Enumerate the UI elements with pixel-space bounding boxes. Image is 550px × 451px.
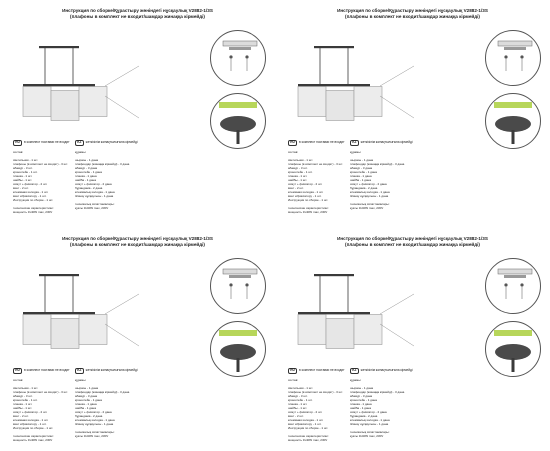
lamp-illustration <box>5 26 145 138</box>
detail-circle-mount <box>210 258 266 314</box>
kz-line: шырағы - 1 дана <box>350 158 374 162</box>
canopy-icon <box>495 116 531 132</box>
ru-line: винт к/фиксатору - 1 шт. <box>288 422 322 426</box>
ru-line: кронштейн - 1 шт. <box>288 398 313 402</box>
kz-line: хомут + фиксатор - 2 дана <box>350 410 387 414</box>
legend-ru-badge: RU <box>13 140 22 146</box>
ru-line: светильник - 1 шт. <box>288 158 314 162</box>
legend-kz <box>350 368 413 374</box>
legend-ru <box>288 368 345 374</box>
kz-line: планка - 1 дана <box>75 402 97 406</box>
kz-line: кронштейн - 1 дана <box>75 398 102 402</box>
kz-line: техникалық сипаттамалары: <box>350 202 390 206</box>
legend-ru-badge: RU <box>13 368 22 374</box>
kz-line: кронштейн - 1 дана <box>350 170 377 174</box>
kz-line: құрамы: <box>350 150 362 154</box>
ru-line: светильник - 1 шт. <box>288 386 314 390</box>
lamp-shade-right <box>79 315 107 345</box>
lamp-frame <box>23 84 95 86</box>
lamp-frame <box>298 84 370 86</box>
ru-line: винт - 2 шт. <box>13 186 29 190</box>
ru-column <box>13 150 68 214</box>
detail-circle-assembly <box>210 93 266 149</box>
kz-line: клеммалық колодка - 1 дана <box>75 190 115 194</box>
kz-line: хомут + фиксатор - 2 дана <box>75 410 112 414</box>
legend-kz <box>75 368 138 374</box>
ru-line: технические характеристики: <box>13 206 54 210</box>
kz-line: плафондар (жинаққа кірмейді) - 3 дана <box>350 390 405 394</box>
legend-kz-badge: KZ <box>75 140 84 146</box>
legend-ru-text: в комплект поставки не входит <box>23 140 70 144</box>
instruction-sheet <box>5 8 270 223</box>
kz-line: абажур - 3 дана <box>75 394 98 398</box>
instruction-sheet <box>280 236 545 451</box>
sheet-header <box>280 8 545 19</box>
ru-line: винт к/фиксатору - 1 шт. <box>13 194 47 198</box>
kz-line: абажур - 3 дана <box>350 166 373 170</box>
lamp-shade-middle <box>51 319 79 349</box>
ru-line: абажур - 3 шт. <box>13 394 33 398</box>
canopy-icon <box>220 344 256 360</box>
ceiling-bar <box>39 274 79 276</box>
ru-line: Инструкция по сборке - 1 шт. <box>288 426 329 430</box>
kz-line: Жинау нұсқаулығы - 1 дана <box>75 422 114 426</box>
pointer-line-1 <box>380 66 414 86</box>
ru-line: шайбы - 1 шт. <box>288 178 308 182</box>
ru-line: планка - 1 шт. <box>13 402 33 406</box>
assembly-arrow <box>494 330 532 336</box>
kz-line: қуаты 3x40W max, 230V <box>75 434 109 438</box>
lamp-shade-left <box>23 87 51 117</box>
kz-line: клеммалық колодка - 1 дана <box>350 418 390 422</box>
detail-circle-mount <box>485 258 541 314</box>
sheet-header <box>5 236 270 247</box>
ru-line: светильник - 1 шт. <box>13 386 39 390</box>
kz-line: бұрандама - 2 дана <box>350 186 378 190</box>
kz-line: Жинау нұсқаулығы - 1 дана <box>350 194 389 198</box>
ru-line: клеммная колодка - 1 шт. <box>13 418 49 422</box>
lamp-shade-right <box>354 315 382 345</box>
kz-line: қуаты 3x40W max, 230V <box>350 434 384 438</box>
kz-column <box>75 150 129 210</box>
legend-kz-badge: KZ <box>75 368 84 374</box>
ru-line: хомут + фиксатор - 2 шт. <box>13 182 48 186</box>
ru-line: Инструкция по сборке - 1 шт. <box>13 426 54 430</box>
screw-icon <box>504 55 507 58</box>
ru-line: хомут + фиксатор - 2 шт. <box>288 182 323 186</box>
ru-column <box>288 150 343 214</box>
ru-line: кронштейн - 1 шт. <box>13 170 38 174</box>
ru-line: технические характеристики: <box>288 206 329 210</box>
legend-kz-text: жеткізілім жинақтылығына кірмейді <box>85 140 138 144</box>
ru-line: кронштейн - 1 шт. <box>13 398 38 402</box>
kz-line: шайба - 1 дана <box>75 178 96 182</box>
kz-line: бұрандама - 2 дана <box>350 414 378 418</box>
lamp-shade-left <box>298 315 326 345</box>
ru-line: плафоны (в комплект не входят) - 3 шт. <box>288 162 343 166</box>
ru-line: состав: <box>288 150 299 154</box>
ru-line: винт - 2 шт. <box>288 414 304 418</box>
kz-line: бұрандама - 2 дана <box>75 186 103 190</box>
ru-line: технические характеристики: <box>288 434 329 438</box>
kz-line: планка - 1 дана <box>350 402 372 406</box>
ru-line: плафоны (в комплект не входят) - 3 шт. <box>13 390 68 394</box>
kz-line: техникалық сипаттамалары: <box>350 430 390 434</box>
assembly-arrow <box>219 330 257 336</box>
header-subtitle: (плафоны в комплект не входит/шамдар жинаққа кірмейді) <box>345 241 480 247</box>
detail-circle-mount <box>485 30 541 86</box>
lamp-shade-middle <box>51 91 79 121</box>
mount-bracket <box>229 275 251 278</box>
kz-line: қуаты 3x40W max, 230V <box>350 206 384 210</box>
kz-line: плафондар (жинаққа кірмейді) - 3 дана <box>75 390 130 394</box>
ru-line: мощность 3x40W max, 230V <box>288 210 328 214</box>
assembly-arrow <box>219 102 257 108</box>
legend-ru <box>13 140 70 146</box>
header-subtitle: (плафоны в комплект не входит/шамдар жинаққа кірмейді) <box>345 13 480 19</box>
legend-kz-badge: KZ <box>350 368 359 374</box>
kz-line: кронштейн - 1 дана <box>350 398 377 402</box>
ru-line: шайбы - 1 шт. <box>13 178 33 182</box>
ru-line: шайбы - 1 шт. <box>288 406 308 410</box>
lamp-shade-right <box>79 87 107 117</box>
pointer-line-1 <box>105 66 139 86</box>
ru-line: планка - 1 шт. <box>288 174 308 178</box>
ru-line: хомут + фиксатор - 2 шт. <box>288 410 323 414</box>
kz-line: клеммалық колодка - 1 дана <box>350 190 390 194</box>
kz-line: бұрандама - 2 дана <box>75 414 103 418</box>
ru-line: клеммная колодка - 1 шт. <box>288 418 324 422</box>
legend-ru-text: в комплект поставки не входит <box>23 368 70 372</box>
assembly-arrow <box>494 102 532 108</box>
ru-line: хомут + фиксатор - 2 шт. <box>13 410 48 414</box>
screw-icon <box>245 283 248 286</box>
pointer-line-2 <box>380 324 414 346</box>
ru-line: светильник - 1 шт. <box>13 158 39 162</box>
legend-ru-badge: RU <box>288 140 297 146</box>
detail-circle-assembly <box>210 321 266 377</box>
lamp-shade-left <box>23 315 51 345</box>
mount-bracket <box>229 47 251 50</box>
mount-plate <box>498 41 532 46</box>
legend-kz-badge: KZ <box>350 140 359 146</box>
kz-line: шырағы - 1 дана <box>75 386 99 390</box>
mount-bracket <box>504 47 526 50</box>
kz-line: шайба - 1 дана <box>350 406 371 410</box>
kz-line: қуаты 3x40W max, 230V <box>75 206 109 210</box>
kz-column <box>75 378 129 438</box>
kz-line: Жинау нұсқаулығы - 1 дана <box>350 422 389 426</box>
ru-line: абажур - 3 шт. <box>288 166 308 170</box>
lamp-shade-left <box>298 87 326 117</box>
header-subtitle: (плафоны в комплект не входит/шамдар жинаққа кірмейді) <box>70 241 205 247</box>
instruction-sheet <box>280 8 545 223</box>
kz-column <box>350 150 404 210</box>
screw-icon <box>520 55 523 58</box>
kz-line: хомут + фиксатор - 2 дана <box>350 182 387 186</box>
ru-line: планка - 1 шт. <box>13 174 33 178</box>
lamp-shade-middle <box>326 319 354 349</box>
kz-column <box>350 378 404 438</box>
mount-plate <box>498 269 532 274</box>
ceiling-bar <box>314 46 354 48</box>
kz-line: хомут + фиксатор - 2 дана <box>75 182 112 186</box>
ru-line: состав: <box>288 378 299 382</box>
kz-line: техникалық сипаттамалары: <box>75 430 115 434</box>
screw-icon <box>520 283 523 286</box>
ru-line: состав: <box>13 378 24 382</box>
ru-line: мощность 3x40W max, 230V <box>13 438 53 442</box>
ru-line: шайбы - 1 шт. <box>13 406 33 410</box>
kz-line: шайба - 1 дана <box>75 406 96 410</box>
lamp-illustration <box>5 254 145 366</box>
kz-line: планка - 1 дана <box>75 174 97 178</box>
kz-line: плафондар (жинаққа кірмейді) - 3 дана <box>75 162 130 166</box>
lamp-illustration <box>280 254 420 366</box>
kz-line: шырағы - 1 дана <box>350 386 374 390</box>
ru-line: винт к/фиксатору - 1 шт. <box>13 422 47 426</box>
lamp-frame <box>298 312 370 314</box>
legend-kz <box>350 140 413 146</box>
lamp-shade-right <box>354 87 382 117</box>
rod-icon <box>512 358 515 372</box>
pointer-line-2 <box>380 96 414 118</box>
mount-bracket <box>504 275 526 278</box>
pointer-line-1 <box>105 294 139 314</box>
ru-line: планка - 1 шт. <box>288 402 308 406</box>
detail-circle-assembly <box>485 93 541 149</box>
ru-line: кронштейн - 1 шт. <box>288 170 313 174</box>
kz-line: абажур - 3 дана <box>75 166 98 170</box>
rod-icon <box>237 358 240 372</box>
sheet-header <box>5 8 270 19</box>
instruction-sheet <box>5 236 270 451</box>
legend-kz <box>75 140 138 146</box>
kz-line: клеммалық колодка - 1 дана <box>75 418 115 422</box>
detail-circle-assembly <box>485 321 541 377</box>
screw-icon <box>504 283 507 286</box>
kz-line: плафондар (жинаққа кірмейді) - 3 дана <box>350 162 405 166</box>
ceiling-bar <box>39 46 79 48</box>
legend-ru <box>13 368 70 374</box>
ru-line: мощность 3x40W max, 230V <box>288 438 328 442</box>
legend-ru-text: в комплект поставки не входит <box>298 140 345 144</box>
ru-line: Инструкция по сборке - 1 шт. <box>13 198 54 202</box>
mount-plate <box>223 269 257 274</box>
header-subtitle: (плафоны в комплект не входит/шамдар жинаққа кірмейді) <box>70 13 205 19</box>
ru-line: клеммная колодка - 1 шт. <box>288 190 324 194</box>
kz-line: Жинау нұсқаулығы - 1 дана <box>75 194 114 198</box>
kz-line: шырағы - 1 дана <box>75 158 99 162</box>
ru-line: мощность 3x40W max, 230V <box>13 210 53 214</box>
mount-plate <box>223 41 257 46</box>
ru-column <box>288 378 343 442</box>
pointer-line-2 <box>105 324 139 346</box>
ru-column <box>13 378 68 442</box>
header-title: Инструкция по сборке/Құрастыру жөніндегі нұсқаулық V2882-1/3S <box>62 8 213 13</box>
header-title: Инструкция по сборке/Құрастыру жөніндегі нұсқаулық V2882-1/3S <box>62 236 213 241</box>
ru-line: плафоны (в комплект не входят) - 3 шт. <box>288 390 343 394</box>
ru-line: абажур - 3 шт. <box>13 166 33 170</box>
legend-ru <box>288 140 345 146</box>
kz-line: планка - 1 дана <box>350 174 372 178</box>
pointer-line-2 <box>105 96 139 118</box>
kz-line: техникалық сипаттамалары: <box>75 202 115 206</box>
legend-kz-text: жеткізілім жинақтылығына кірмейді <box>85 368 138 372</box>
kz-line: шайба - 1 дана <box>350 178 371 182</box>
ru-line: абажур - 3 шт. <box>288 394 308 398</box>
canopy-icon <box>220 116 256 132</box>
ru-line: состав: <box>13 150 24 154</box>
kz-line: құрамы: <box>350 378 362 382</box>
rod-icon <box>237 130 240 144</box>
legend-kz-text: жеткізілім жинақтылығына кірмейді <box>360 140 413 144</box>
lamp-illustration <box>280 26 420 138</box>
ru-line: Инструкция по сборке - 1 шт. <box>288 198 329 202</box>
header-title: Инструкция по сборке/Құрастыру жөніндегі нұсқаулық V2882-1/3S <box>337 236 488 241</box>
screw-icon <box>245 55 248 58</box>
screw-icon <box>229 283 232 286</box>
kz-line: абажур - 3 дана <box>350 394 373 398</box>
legend-ru-badge: RU <box>288 368 297 374</box>
kz-line: құрамы: <box>75 150 87 154</box>
ru-line: винт к/фиксатору - 1 шт. <box>288 194 322 198</box>
ru-line: клеммная колодка - 1 шт. <box>13 190 49 194</box>
detail-circle-mount <box>210 30 266 86</box>
screw-icon <box>229 55 232 58</box>
lamp-shade-middle <box>326 91 354 121</box>
lamp-frame <box>23 312 95 314</box>
ceiling-bar <box>314 274 354 276</box>
kz-line: құрамы: <box>75 378 87 382</box>
ru-line: плафоны (в комплект не входят) - 3 шт. <box>13 162 68 166</box>
legend-kz-text: жеткізілім жинақтылығына кірмейді <box>360 368 413 372</box>
sheet-header <box>280 236 545 247</box>
canopy-icon <box>495 344 531 360</box>
rod-icon <box>512 130 515 144</box>
pointer-line-1 <box>380 294 414 314</box>
kz-line: кронштейн - 1 дана <box>75 170 102 174</box>
ru-line: винт - 2 шт. <box>288 186 304 190</box>
header-title: Инструкция по сборке/Құрастыру жөніндегі нұсқаулық V2882-1/3S <box>337 8 488 13</box>
ru-line: винт - 2 шт. <box>13 414 29 418</box>
legend-ru-text: в комплект поставки не входит <box>298 368 345 372</box>
ru-line: технические характеристики: <box>13 434 54 438</box>
